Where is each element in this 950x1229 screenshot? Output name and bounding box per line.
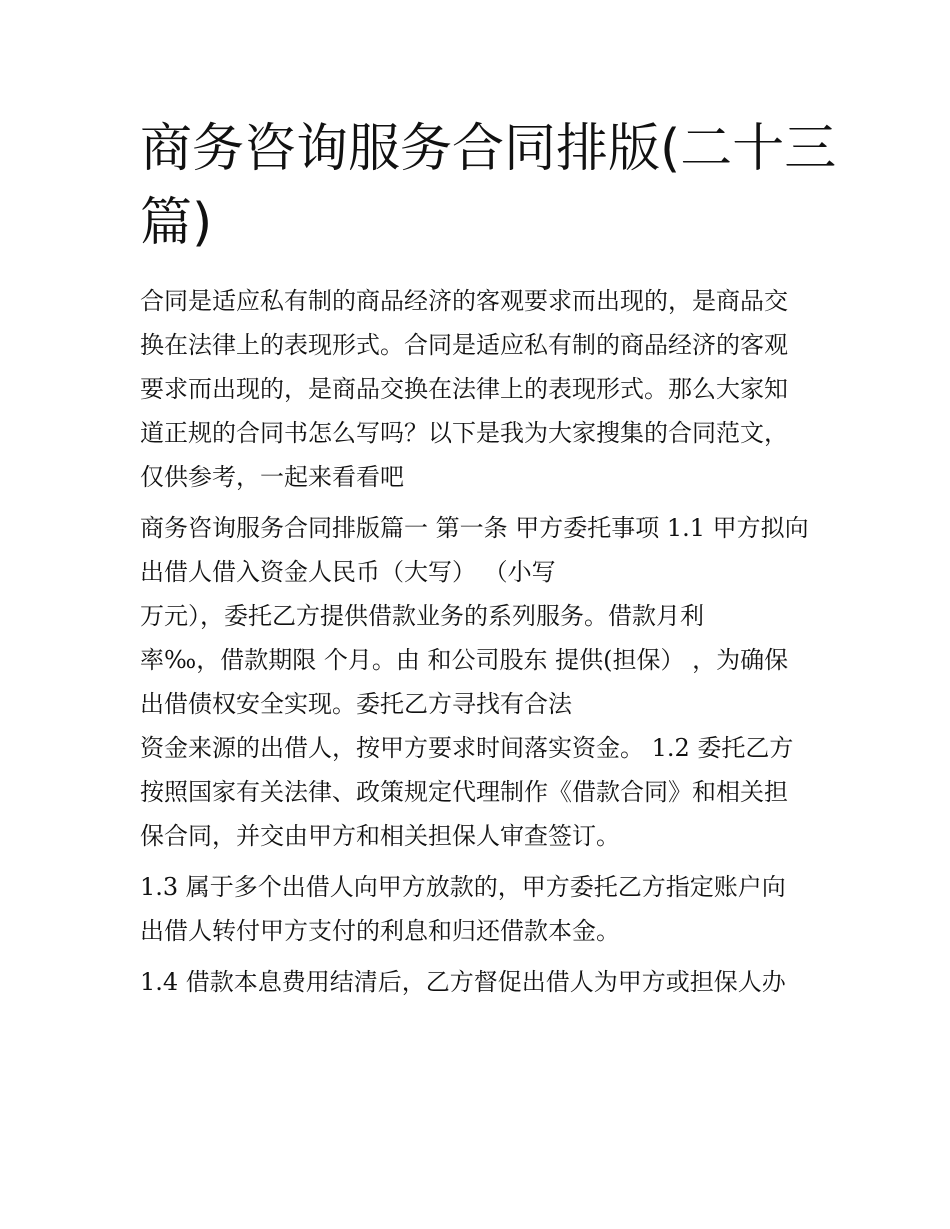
document-title <box>140 112 837 260</box>
text-line: 保合同，并交由甲方和相关担保人审查签订。 <box>140 822 620 850</box>
intro-paragraph <box>140 279 830 499</box>
clause-1-4-paragraph <box>140 960 830 1004</box>
document-body <box>140 279 830 1004</box>
text-line: 仅供参考，一起来看看吧 <box>140 463 404 491</box>
text-line: 换在法律上的表现形式。合同是适应私有制的商品经济的客观 <box>140 331 788 359</box>
title-line: 篇) <box>140 193 213 253</box>
text-line: 合同是适应私有制的商品经济的客观要求而出现的，是商品交 <box>140 287 788 315</box>
text-line: 按照国家有关法律、政策规定代理制作《借款合同》和相关担 <box>140 778 788 806</box>
text-line: 道正规的合同书怎么写吗？以下是我为大家搜集的合同范文， <box>140 419 788 447</box>
text-line: 率‰，借款期限 个月。由 和公司股东 提供(担保） ，为确保 <box>140 646 789 674</box>
text-line: 出借债权安全实现。委托乙方寻找有合法 <box>140 690 572 718</box>
text-line: 出借人转付甲方支付的利息和归还借款本金。 <box>140 917 620 945</box>
text-line: 1.4 借款本息费用结清后，乙方督促出借人为甲方或担保人办 <box>140 968 786 996</box>
text-line: 要求而出现的，是商品交换在法律上的表现形式。那么大家知 <box>140 375 788 403</box>
text-line: 出借人借入资金人民币（大写） （小写 <box>140 558 556 586</box>
clause-1-3-paragraph <box>140 865 830 953</box>
clause-paragraph <box>140 506 830 858</box>
text-line: 1.3 属于多个出借人向甲方放款的，甲方委托乙方指定账户向 <box>140 873 786 901</box>
text-line: 万元），委托乙方提供借款业务的系列服务。借款月利 <box>140 602 704 630</box>
text-line: 资金来源的出借人，按甲方要求时间落实资金。 1.2 委托乙方 <box>140 734 794 762</box>
text-line: 商务咨询服务合同排版篇一 第一条 甲方委托事项 1.1 甲方拟向 <box>140 514 809 542</box>
title-line: 商务咨询服务合同排版(二十三 <box>140 119 837 179</box>
